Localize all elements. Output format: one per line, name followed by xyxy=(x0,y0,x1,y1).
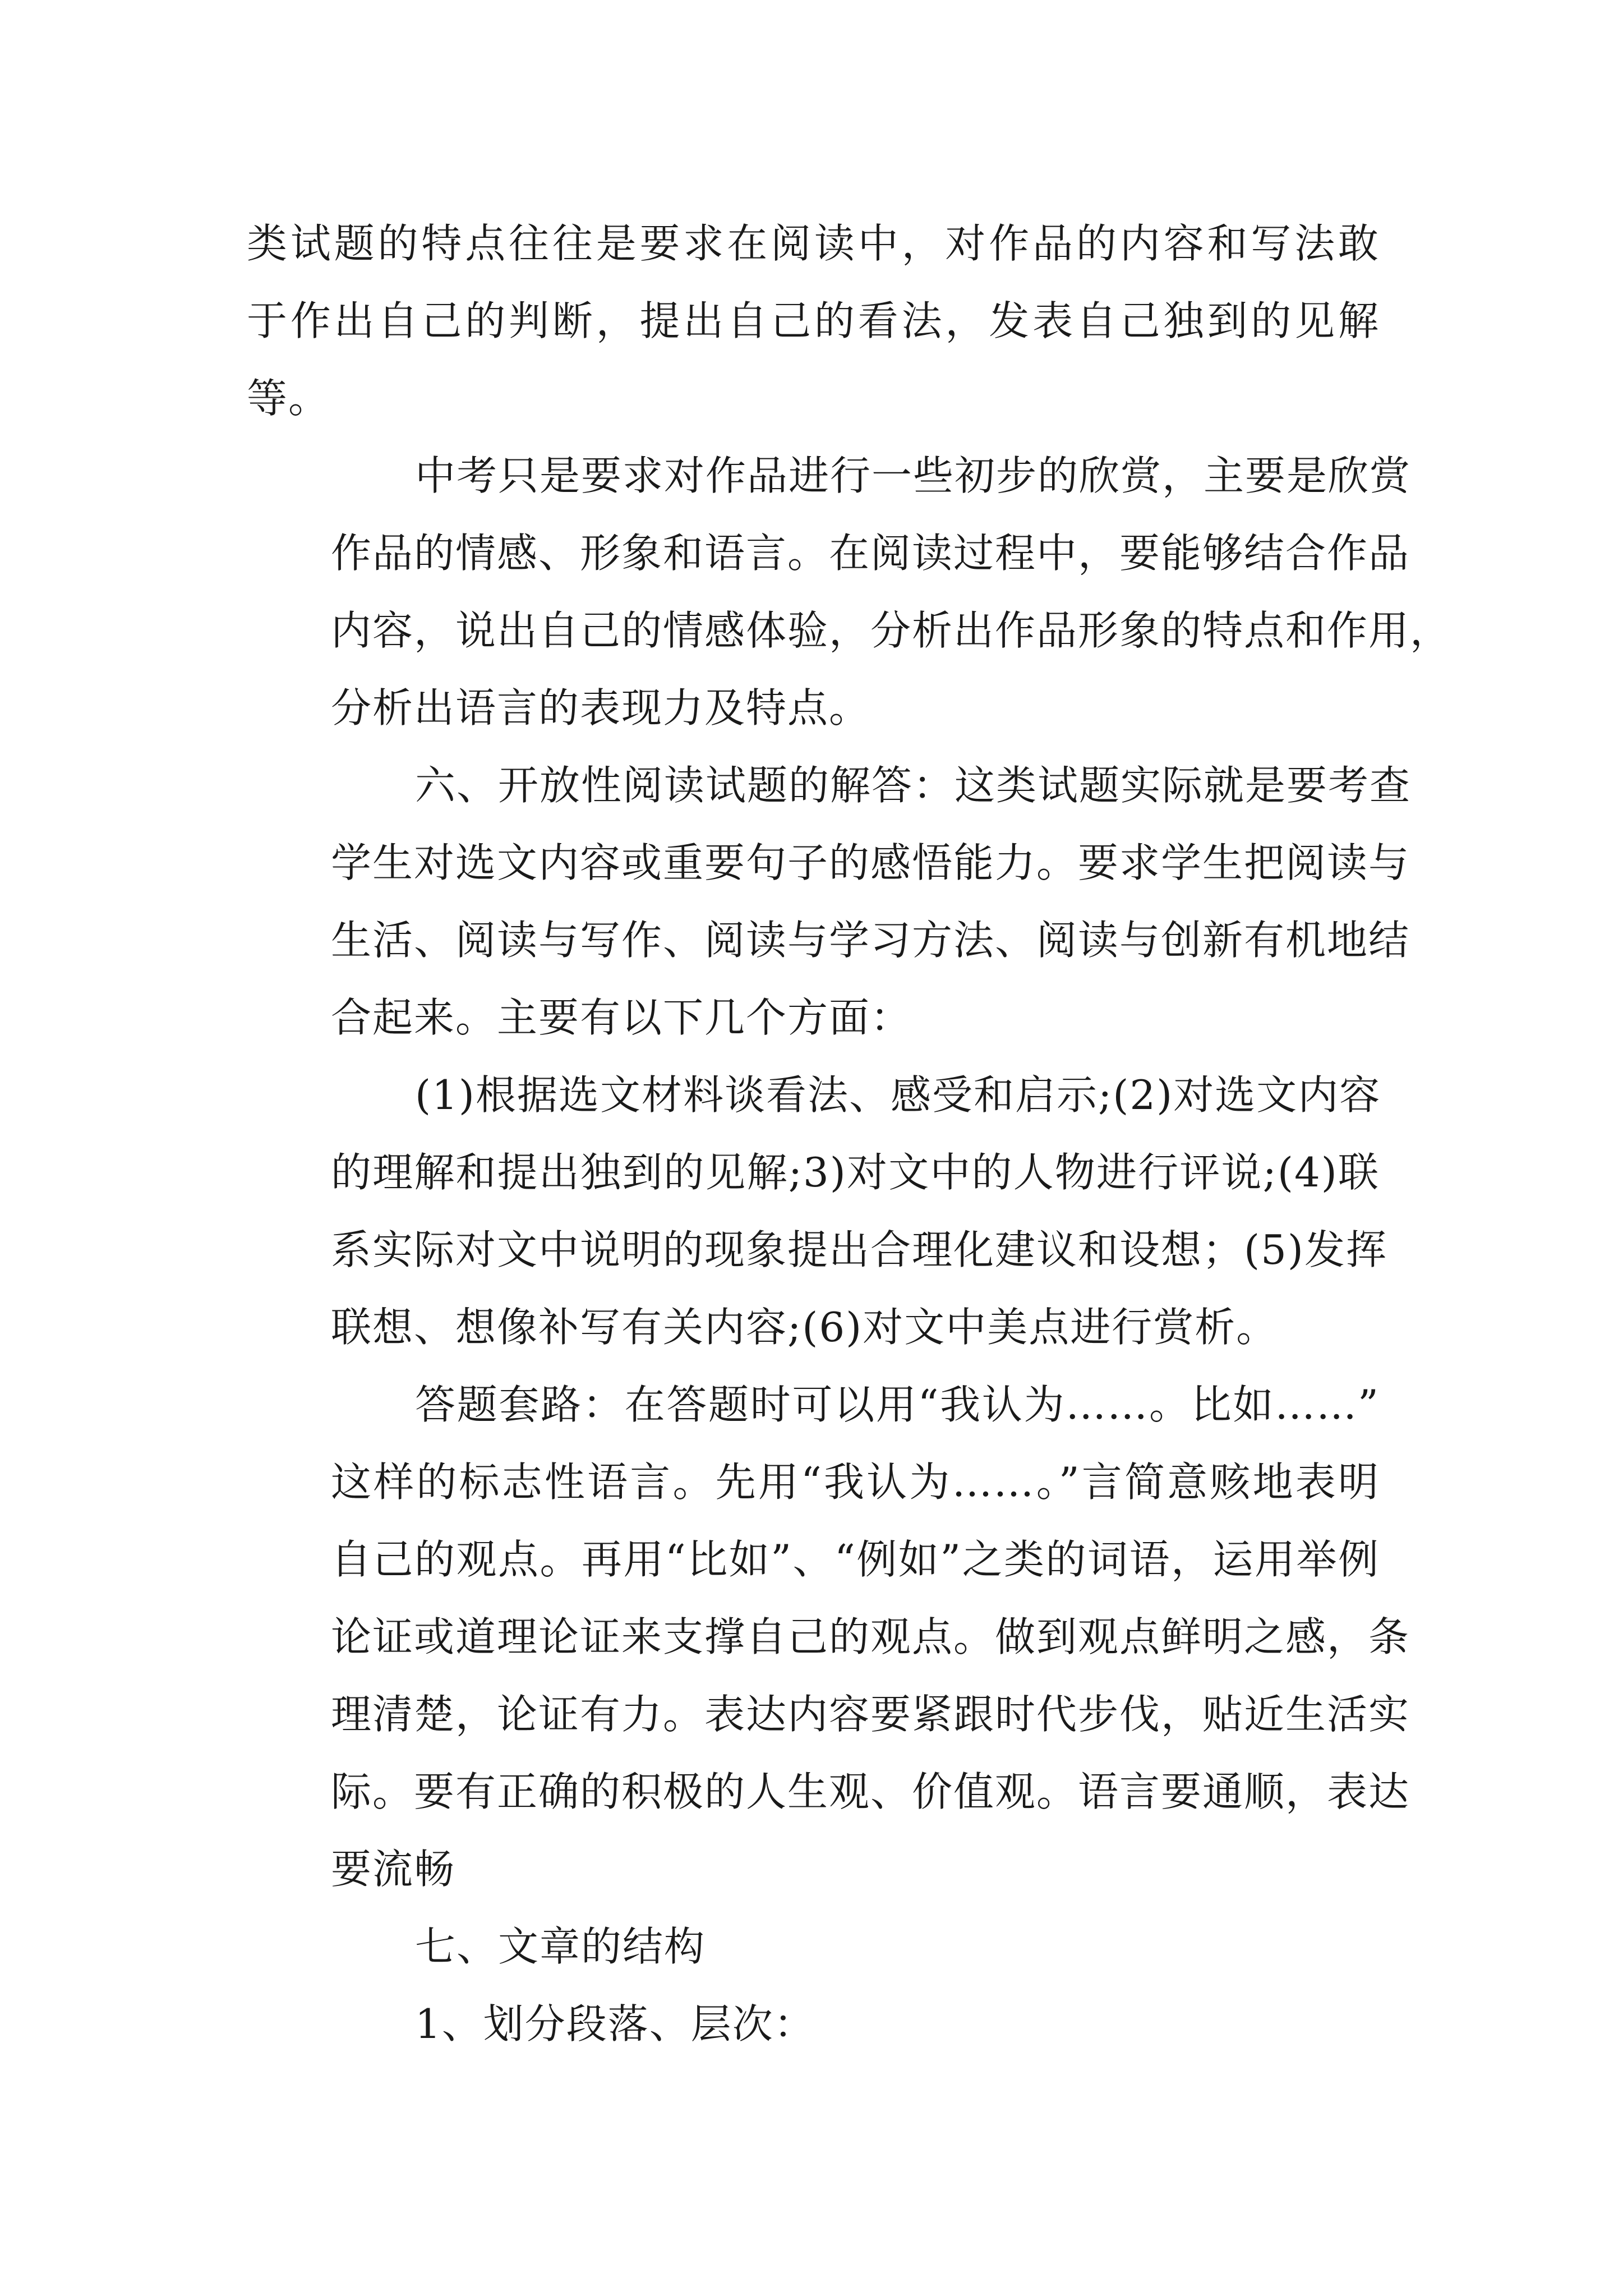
text-line: 要流畅 xyxy=(331,1846,456,1893)
text-line: 七、文章的结构 xyxy=(415,1923,706,1970)
text-line: 自己的观点。再用“比如”、“例如”之类的词语，运用举例 xyxy=(331,1536,1380,1583)
text-line: 学生对选文内容或重要句子的感悟能力。要求学生把阅读与 xyxy=(331,839,1410,886)
paragraph xyxy=(247,1908,1380,1985)
text-line: 答题套路：在答题时可以用“我认为……。比如……” xyxy=(415,1381,1380,1428)
paragraph xyxy=(247,1056,1387,1366)
text-line: 理清楚，论证有力。表达内容要紧跟时代步伐，贴近生活实 xyxy=(331,1691,1410,1738)
text-line: 中考只是要求对作品进行一些初步的欣赏，主要是欣赏 xyxy=(415,452,1412,499)
paragraph xyxy=(247,1366,1410,1908)
text-line: (1)根据选文材料谈看法、感受和启示;(2)对选文内容 xyxy=(415,1071,1381,1119)
text-line: 际。要有正确的积极的人生观、价值观。语言要通顺，表达 xyxy=(331,1768,1410,1815)
text-line: 生活、阅读与写作、阅读与学习方法、阅读与创新有机地结 xyxy=(331,917,1410,964)
paragraph xyxy=(247,1985,1380,2063)
paragraph xyxy=(247,747,1412,1056)
text-line: 作品的情感、形象和语言。在阅读过程中，要能够结合作品 xyxy=(331,530,1410,577)
text-line: 的理解和提出独到的见解;3)对文中的人物进行评说;(4)联 xyxy=(331,1149,1380,1196)
text-line: 合起来。主要有以下几个方面： xyxy=(331,994,912,1041)
text-line: 1、划分段落、层次： xyxy=(415,2000,815,2047)
text-line: 六、开放性阅读试题的解答：这类试题实际就是要考查 xyxy=(415,762,1412,809)
text-line: 联想、想像补写有关内容;(6)对文中美点进行赏析。 xyxy=(331,1304,1278,1351)
text-line: 系实际对文中说明的现象提出合理化建议和设想；(5)发挥 xyxy=(331,1226,1387,1273)
text-line: 论证或道理论证来支撑自己的观点。做到观点鲜明之感，条 xyxy=(331,1613,1410,1660)
text-line: 内容，说出自己的情感体验，分析出作品形象的特点和作用， xyxy=(331,607,1452,654)
text-line: 于作出自己的判断，提出自己的看法，发表自己独到的见解 xyxy=(247,297,1380,344)
text-line: 分析出语言的表现力及特点。 xyxy=(331,684,871,731)
text-line: 等。 xyxy=(247,375,330,422)
paragraph xyxy=(247,205,1380,437)
text-line: 这样的标志性语言。先用“我认为……。”言简意赅地表明 xyxy=(331,1458,1380,1506)
paragraph xyxy=(247,437,1452,747)
text-line: 类试题的特点往往是要求在阅读中，对作品的内容和写法敢 xyxy=(247,220,1380,267)
document-body xyxy=(247,205,1452,2063)
